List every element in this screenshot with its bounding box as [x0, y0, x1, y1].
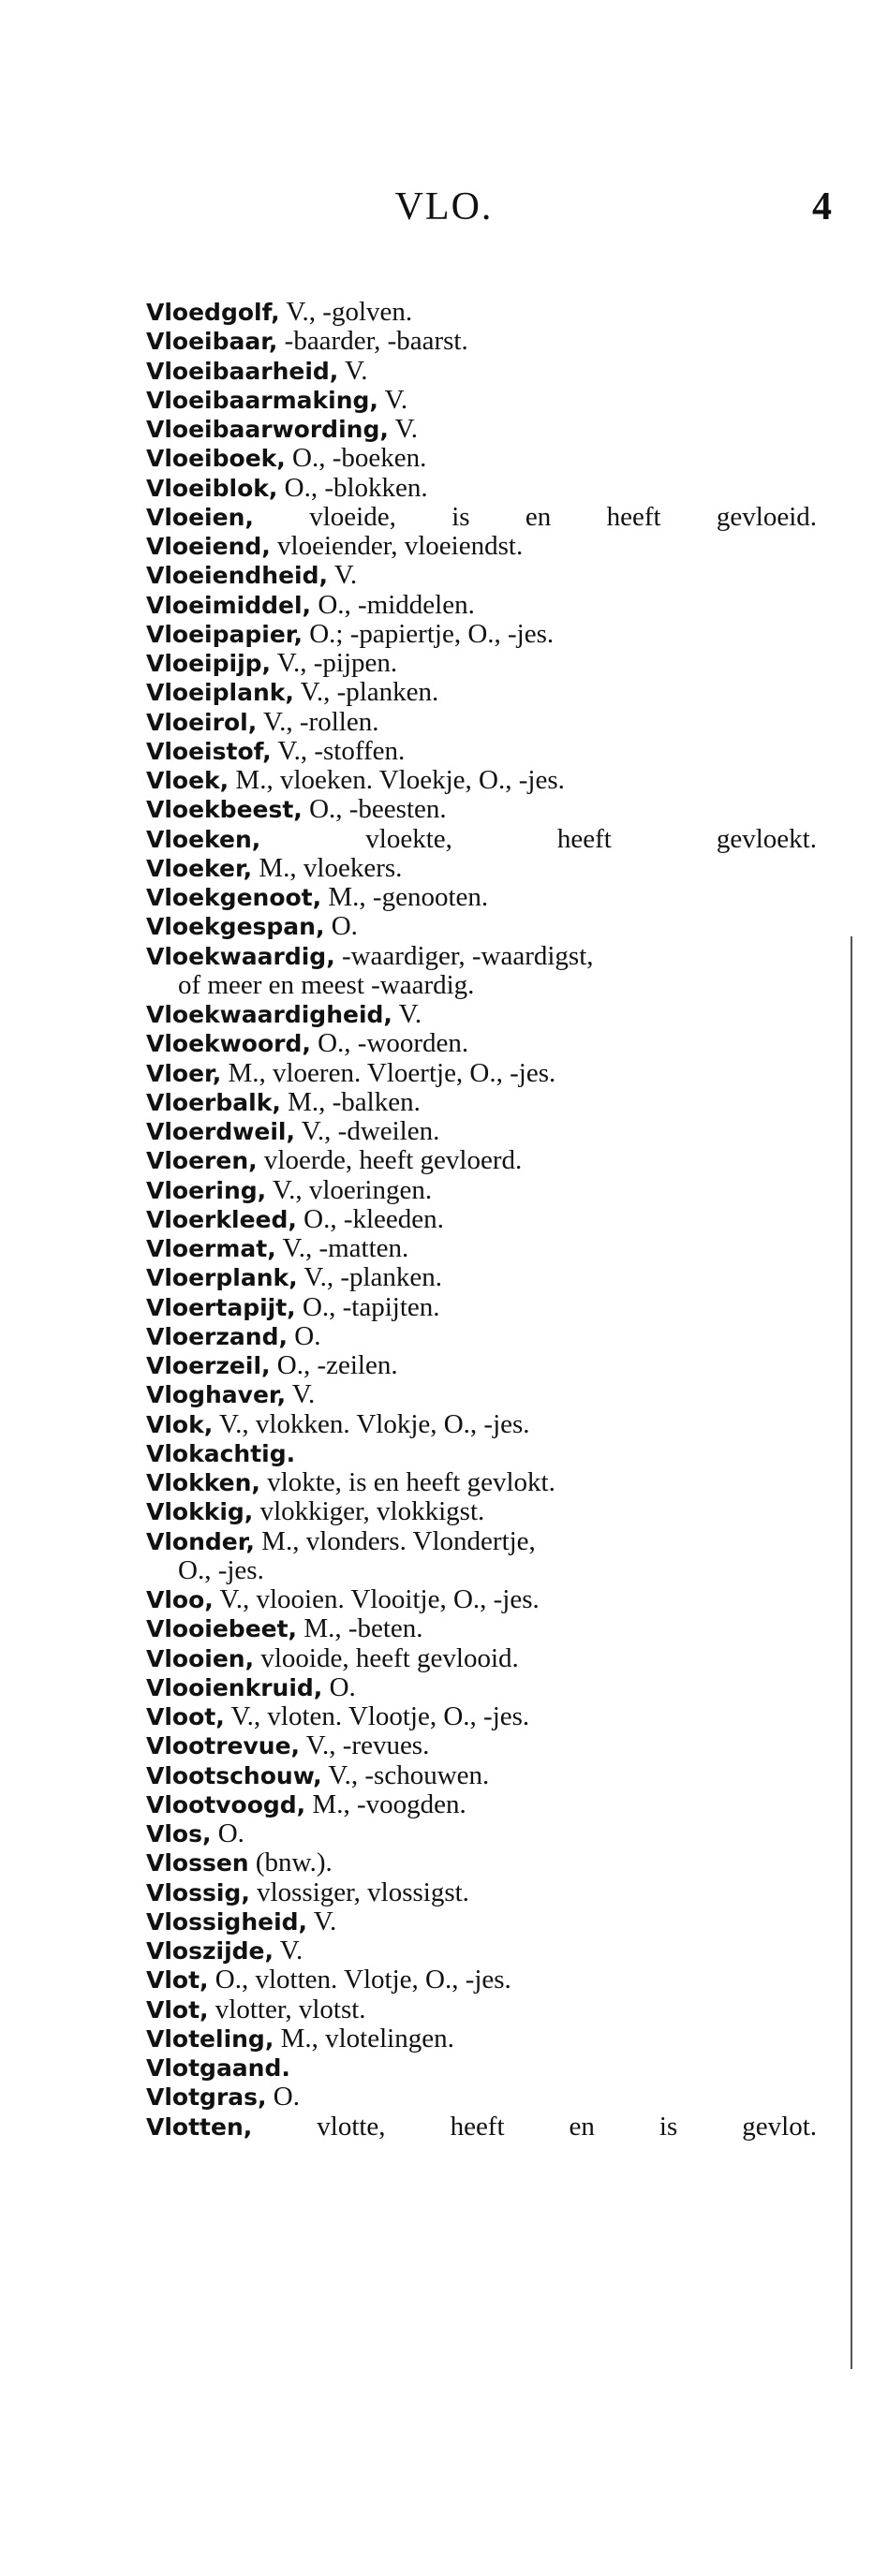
dictionary-entry: [146, 1527, 817, 1586]
dictionary-entry: [146, 1439, 817, 1468]
dictionary-entry: [146, 532, 817, 561]
dictionary-entry: [146, 1848, 817, 1877]
page-header: [0, 184, 888, 230]
entry-headword: Vloghaver,: [146, 1381, 287, 1409]
dictionary-entry: [146, 1468, 817, 1497]
entry-headword: Vlok,: [146, 1410, 214, 1438]
entry-headword: Vloeker,: [146, 854, 253, 882]
entry-headword: Vloeibaarwording,: [146, 416, 389, 443]
entry-definition: vlooide, heeft gevlooid.: [260, 1642, 519, 1673]
entry-definition: O.: [331, 911, 358, 942]
dictionary-entry: [146, 883, 817, 912]
dictionary-entry: [146, 1322, 817, 1351]
dictionary-entry: [146, 766, 817, 795]
entry-headword: Vlokken,: [146, 1469, 260, 1496]
entry-headword: Vloeibaar,: [146, 328, 278, 356]
dictionary-entry: [146, 1234, 817, 1263]
entry-definition: V., -planken.: [303, 1262, 443, 1293]
entry-definition: vlossiger, vlossigst.: [257, 1877, 469, 1907]
dictionary-entry: [146, 386, 817, 415]
entry-definition: V.: [345, 355, 368, 386]
dictionary-entry: [146, 1293, 817, 1322]
dictionary-entry: [146, 1497, 817, 1526]
dictionary-entry: [146, 298, 817, 327]
entry-headword: Vlooienkruid,: [146, 1673, 323, 1701]
entry-definition: V.: [333, 560, 358, 591]
entry-definition: V., -revues.: [305, 1730, 430, 1761]
entry-headword: Vloerplank,: [146, 1264, 298, 1292]
dictionary-entry: [146, 1000, 817, 1029]
entry-definition: V., -dweilen.: [301, 1116, 440, 1146]
entry-definition: V.: [384, 384, 408, 415]
entry-headword: Vloszijde,: [146, 1937, 274, 1965]
dictionary-entry: [146, 1029, 817, 1058]
dictionary-entry: [146, 1205, 817, 1234]
entry-definition: V., -planken.: [300, 677, 439, 708]
entry-headword: Vloerzeil,: [146, 1352, 271, 1379]
entry-headword: Vloeken,: [146, 825, 261, 853]
dictionary-entry: [146, 1965, 817, 1995]
entry-definition: O., -beesten.: [309, 794, 447, 825]
entry-headword: Vlossen: [146, 1849, 249, 1877]
entry-headword: Vloerkleed,: [146, 1205, 297, 1233]
dictionary-entry: [146, 2053, 817, 2083]
entry-headword: Vloeirol,: [146, 708, 258, 736]
entry-headword: Vlotgaand.: [146, 2054, 290, 2082]
entry-headword: Vloeibaarheid,: [146, 357, 339, 385]
entry-headword: Vloekwaardig,: [146, 942, 335, 970]
dictionary-entry: [146, 942, 817, 1001]
entry-headword: Vloeiendheid,: [146, 562, 328, 590]
entry-headword: Vlot,: [146, 1966, 209, 1995]
entry-definition: (bnw.).: [255, 1847, 333, 1878]
margin-rule: [851, 936, 852, 2369]
entry-headword: Vlossigheid,: [146, 1907, 308, 1936]
entry-headword: Vloo,: [146, 1586, 214, 1613]
entry-definition: M., -balken.: [288, 1086, 421, 1117]
entry-headword: Vloteling,: [146, 2024, 274, 2053]
entry-headword: Vloering,: [146, 1176, 267, 1204]
entry-definition: V.: [279, 1936, 303, 1965]
dictionary-entry: [146, 1790, 817, 1819]
entry-headword: Vloek,: [146, 767, 229, 794]
dictionary-entry: [146, 1059, 817, 1088]
entry-headword: Vloeren,: [146, 1147, 258, 1175]
entry-definition: O.; -papiertje, O., -jes.: [309, 618, 555, 649]
entry-definition: O., -boeken.: [292, 443, 427, 474]
entry-definition: O.: [217, 1818, 244, 1848]
entry-definition: M., vloekers.: [259, 852, 403, 883]
entry-headword: Vloekwoord,: [146, 1030, 311, 1058]
entry-definition: vlotter, vlotst.: [215, 1994, 366, 2024]
dictionary-entry: [146, 1585, 817, 1614]
dictionary-entry: [146, 415, 817, 444]
dictionary-entry: [146, 912, 817, 941]
entry-headword: Vloeiplank,: [146, 679, 294, 707]
entry-headword: Vloertapijt,: [146, 1293, 296, 1321]
dictionary-entry: [146, 591, 817, 620]
entry-continuation: O., -jes.: [178, 1554, 264, 1585]
entry-definition: vloerde, heeft gevloerd.: [263, 1145, 523, 1176]
dictionary-entry: [146, 1995, 817, 2024]
entry-definition: M., vlotelingen.: [280, 2023, 454, 2053]
entry-headword: Vloerzand,: [146, 1322, 288, 1350]
entry-definition: V., -schouwen.: [328, 1759, 490, 1790]
entry-definition: V., -golven.: [286, 297, 413, 327]
entry-definition: O., -zeilen.: [276, 1350, 398, 1380]
entry-definition: V.: [394, 414, 419, 444]
entry-definition: V., -pijpen.: [276, 648, 398, 678]
entry-headword: Vlonder,: [146, 1527, 255, 1555]
dictionary-entry: [146, 1176, 817, 1205]
entry-headword: Vloer,: [146, 1059, 222, 1087]
entry-definition: vlokte, is en heeft gevlokt.: [267, 1467, 555, 1497]
dictionary-entry: [146, 561, 817, 590]
dictionary-entry: [146, 1614, 817, 1643]
entry-headword: Vloeien,: [146, 503, 254, 531]
dictionary-entry: [146, 327, 817, 356]
dictionary-entry: [146, 1146, 817, 1175]
dictionary-entry: [146, 1936, 817, 1965]
entry-headword: Vloerbalk,: [146, 1088, 281, 1116]
dictionary-entry: [146, 503, 817, 532]
entry-headword: Vloeiend,: [146, 533, 271, 560]
entry-definition: M., -voogden.: [312, 1788, 466, 1819]
entry-headword: Vlootschouw,: [146, 1761, 322, 1789]
dictionary-entry: [146, 1263, 817, 1292]
dictionary-entry: [146, 2083, 817, 2112]
entry-definition: V., vlokken. Vlokje, O., -jes.: [218, 1408, 530, 1439]
dictionary-entry: [146, 357, 817, 386]
entry-definition: V., -matten.: [282, 1233, 409, 1263]
entry-definition: -waardiger, -waardigst,: [341, 940, 594, 971]
entry-headword: Vlooiebeet,: [146, 1615, 298, 1643]
dictionary-entry: [146, 2024, 817, 2053]
entry-headword: Vlos,: [146, 1820, 212, 1847]
entry-headword: Vloekgespan,: [146, 913, 325, 941]
entry-headword: Vloekgenoot,: [146, 884, 322, 911]
dictionary-entry: [146, 1410, 817, 1439]
entry-definition: V., vlooien. Vlooitje, O., -jes.: [219, 1584, 540, 1614]
dictionary-entry: [146, 1088, 817, 1117]
entry-headword: Vlootvoogd,: [146, 1790, 306, 1818]
dictionary-entry: [146, 795, 817, 824]
dictionary-entry: [146, 1117, 817, 1146]
dictionary-entry: [146, 649, 817, 678]
dictionary-entry: [146, 1731, 817, 1760]
dictionary-entry: [146, 1819, 817, 1848]
entry-definition: O.: [294, 1320, 321, 1351]
entry-definition: O.: [329, 1671, 356, 1702]
entry-headword: Vloot,: [146, 1703, 225, 1730]
entry-headword: Vloerdweil,: [146, 1118, 295, 1145]
dictionary-entry: [146, 708, 817, 737]
dictionary-entry: [146, 444, 817, 473]
dictionary-entry: [146, 1878, 817, 1907]
entry-headword: Vloeistof,: [146, 737, 272, 765]
entry-headword: Vloeiboek,: [146, 445, 286, 473]
entry-definition: O., -tapijten.: [302, 1291, 440, 1322]
entry-definition: M., -beten.: [303, 1613, 423, 1644]
entry-definition: V., -stoffen.: [277, 735, 406, 766]
dictionary-entry: [146, 2112, 817, 2142]
entry-headword: Vlotgras,: [146, 2083, 267, 2112]
entry-definition: M., -genooten.: [328, 882, 489, 912]
entry-headword: Vloeipijp,: [146, 650, 272, 677]
dictionary-entry: [146, 1380, 817, 1409]
entry-headword: Vlossig,: [146, 1878, 250, 1906]
entry-headword: Vloeibaarmaking,: [146, 386, 378, 414]
entry-definition: O., -middelen.: [318, 589, 475, 620]
entry-headword: Vloeimiddel,: [146, 591, 312, 619]
dictionary-entry: [146, 474, 817, 503]
dictionary-entry: [146, 1761, 817, 1790]
entry-headword: Vlot,: [146, 1995, 209, 2024]
entry-headword: Vlokachtig.: [146, 1439, 296, 1467]
entry-headword: Vlotten,: [146, 2112, 253, 2141]
entry-definition: O., -kleeden.: [303, 1203, 444, 1234]
entry-headword: Vloedgolf,: [146, 299, 280, 326]
dictionary-entry: [146, 854, 817, 883]
entry-definition: O., -blokken.: [284, 472, 428, 503]
entry-headword: Vloeipapier,: [146, 620, 303, 648]
dictionary-entry: [146, 737, 817, 766]
page-title: VLO.: [394, 185, 494, 228]
entry-definition: M., vlonders. Vlondertje,: [261, 1525, 536, 1556]
entry-headword: Vlootrevue,: [146, 1732, 301, 1760]
entry-headword: Vloeiblok,: [146, 474, 278, 502]
dictionary-entry: [146, 620, 817, 649]
entry-headword: Vloekbeest,: [146, 796, 303, 824]
entry-headword: Vlokkig,: [146, 1498, 254, 1526]
entry-definition: vlotte, heeft en is gevlot.: [317, 2111, 818, 2142]
dictionary-entry: [146, 678, 817, 707]
entry-definition: vloeiender, vloeiendst.: [277, 531, 524, 561]
entry-definition: V.: [313, 1906, 337, 1936]
dictionary-entry: [146, 1644, 817, 1673]
entry-definition: M., vloeren. Vloertje, O., -jes.: [228, 1057, 556, 1088]
entry-definition: V.: [291, 1379, 316, 1410]
entry-definition: V., vloten. Vlootje, O., -jes.: [230, 1701, 530, 1731]
entry-definition: vloekte, heeft gevloekt.: [365, 823, 817, 854]
entry-list: [146, 298, 817, 2142]
entry-continuation: of meer en meest -waardig.: [178, 969, 475, 1000]
dictionary-entry: [146, 1702, 817, 1731]
dictionary-entry: [146, 1351, 817, 1380]
dictionary-entry: [146, 1673, 817, 1702]
entry-definition: V., vloeringen.: [272, 1174, 433, 1205]
entry-definition: O.: [273, 2082, 300, 2112]
entry-definition: vlokkiger, vlokkigst.: [259, 1496, 485, 1527]
entry-definition: M., vloeken. Vloekje, O., -jes.: [235, 765, 565, 795]
entry-headword: Vloermat,: [146, 1235, 276, 1262]
entry-headword: Vloekwaardigheid,: [146, 1001, 392, 1028]
entry-definition: V.: [398, 999, 422, 1029]
entry-definition: O., -woorden.: [318, 1028, 469, 1059]
dictionary-entry: [146, 1907, 817, 1936]
entry-definition: vloeide, is en heeft gevloeid.: [309, 501, 818, 532]
entry-headword: Vlooien,: [146, 1644, 255, 1672]
dictionary-entry: [146, 825, 817, 854]
entry-definition: -baarder, -baarst.: [284, 326, 468, 357]
entry-definition: O., vlotten. Vlotje, O., -jes.: [215, 1965, 511, 1995]
page-number: 4: [812, 185, 832, 228]
entry-definition: V., -rollen.: [262, 706, 379, 737]
